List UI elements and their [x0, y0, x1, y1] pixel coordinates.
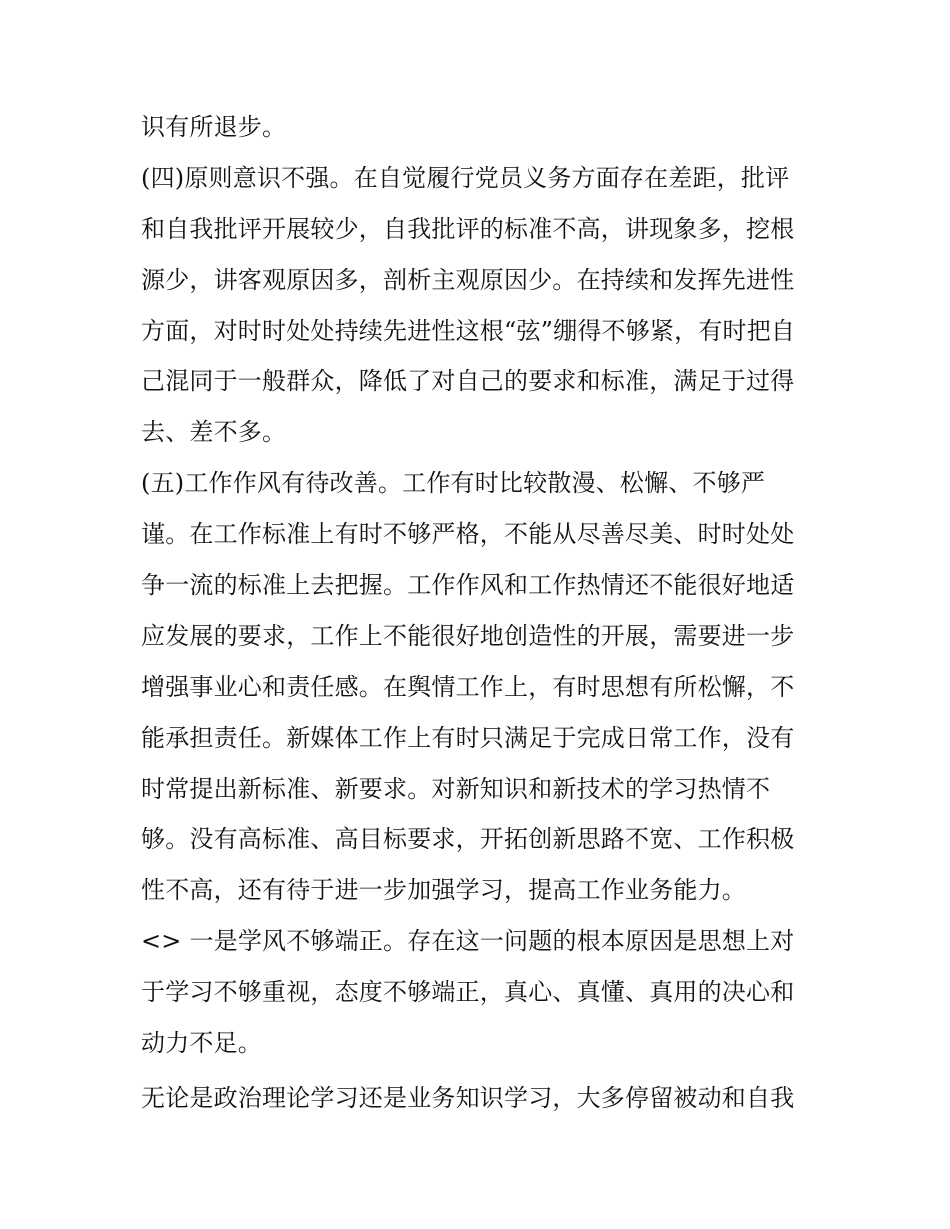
text-line: 去、差不多。: [141, 418, 287, 447]
text-line: 够。没有高标准、高目标要求，开拓创新思路不宽、工作积极: [141, 825, 795, 854]
text-line: (五)工作作风有待改善。工作有时比较散漫、松懈、不够严: [141, 469, 766, 498]
text-line: 谨。在工作标准上有时不够严格，不能从尽善尽美、时时处处: [141, 520, 795, 549]
text-line: 源少，讲客观原因多，剖析主观原因少。在持续和发挥先进性: [141, 265, 795, 294]
text-line: 动力不足。: [141, 1029, 262, 1058]
text-line: 时常提出新标准、新要求。对新知识和新技术的学习热情不: [141, 774, 771, 803]
text-line: 应发展的要求，工作上不能很好地创造性的开展，需要进一步: [141, 621, 795, 650]
text-line: 于学习不够重视，态度不够端正，真心、真懂、真用的决心和: [141, 978, 795, 1007]
text-line: 争一流的标准上去把握。工作作风和工作热情还不能很好地适: [141, 571, 795, 600]
text-line: 性不高，还有待于进一步加强学习，提高工作业务能力。: [141, 876, 746, 905]
text-line: 和自我批评开展较少，自我批评的标准不高，讲现象多，挖根: [141, 214, 795, 243]
text-line: 能承担责任。新媒体工作上有时只满足于完成日常工作，没有: [141, 723, 795, 752]
text-line: <> 一是学风不够端正。存在这一问题的根本原因是思想上对: [141, 927, 795, 956]
text-line: (四)原则意识不强。在自觉履行党员义务方面存在差距，批评: [141, 163, 790, 192]
text-line: 无论是政治理论学习还是业务知识学习，大多停留被动和自我: [141, 1083, 795, 1112]
text-line: 方面，对时时处处持续先进性这根“弦”绷得不够紧，有时把自: [141, 316, 796, 345]
text-line: 识有所退步。: [141, 113, 287, 141]
text-line: 增强事业心和责任感。在舆情工作上，有时思想有所松懈，不: [141, 672, 795, 701]
text-line: 己混同于一般群众，降低了对自己的要求和标准，满足于过得: [141, 367, 795, 396]
document-body: [141, 102, 831, 1124]
